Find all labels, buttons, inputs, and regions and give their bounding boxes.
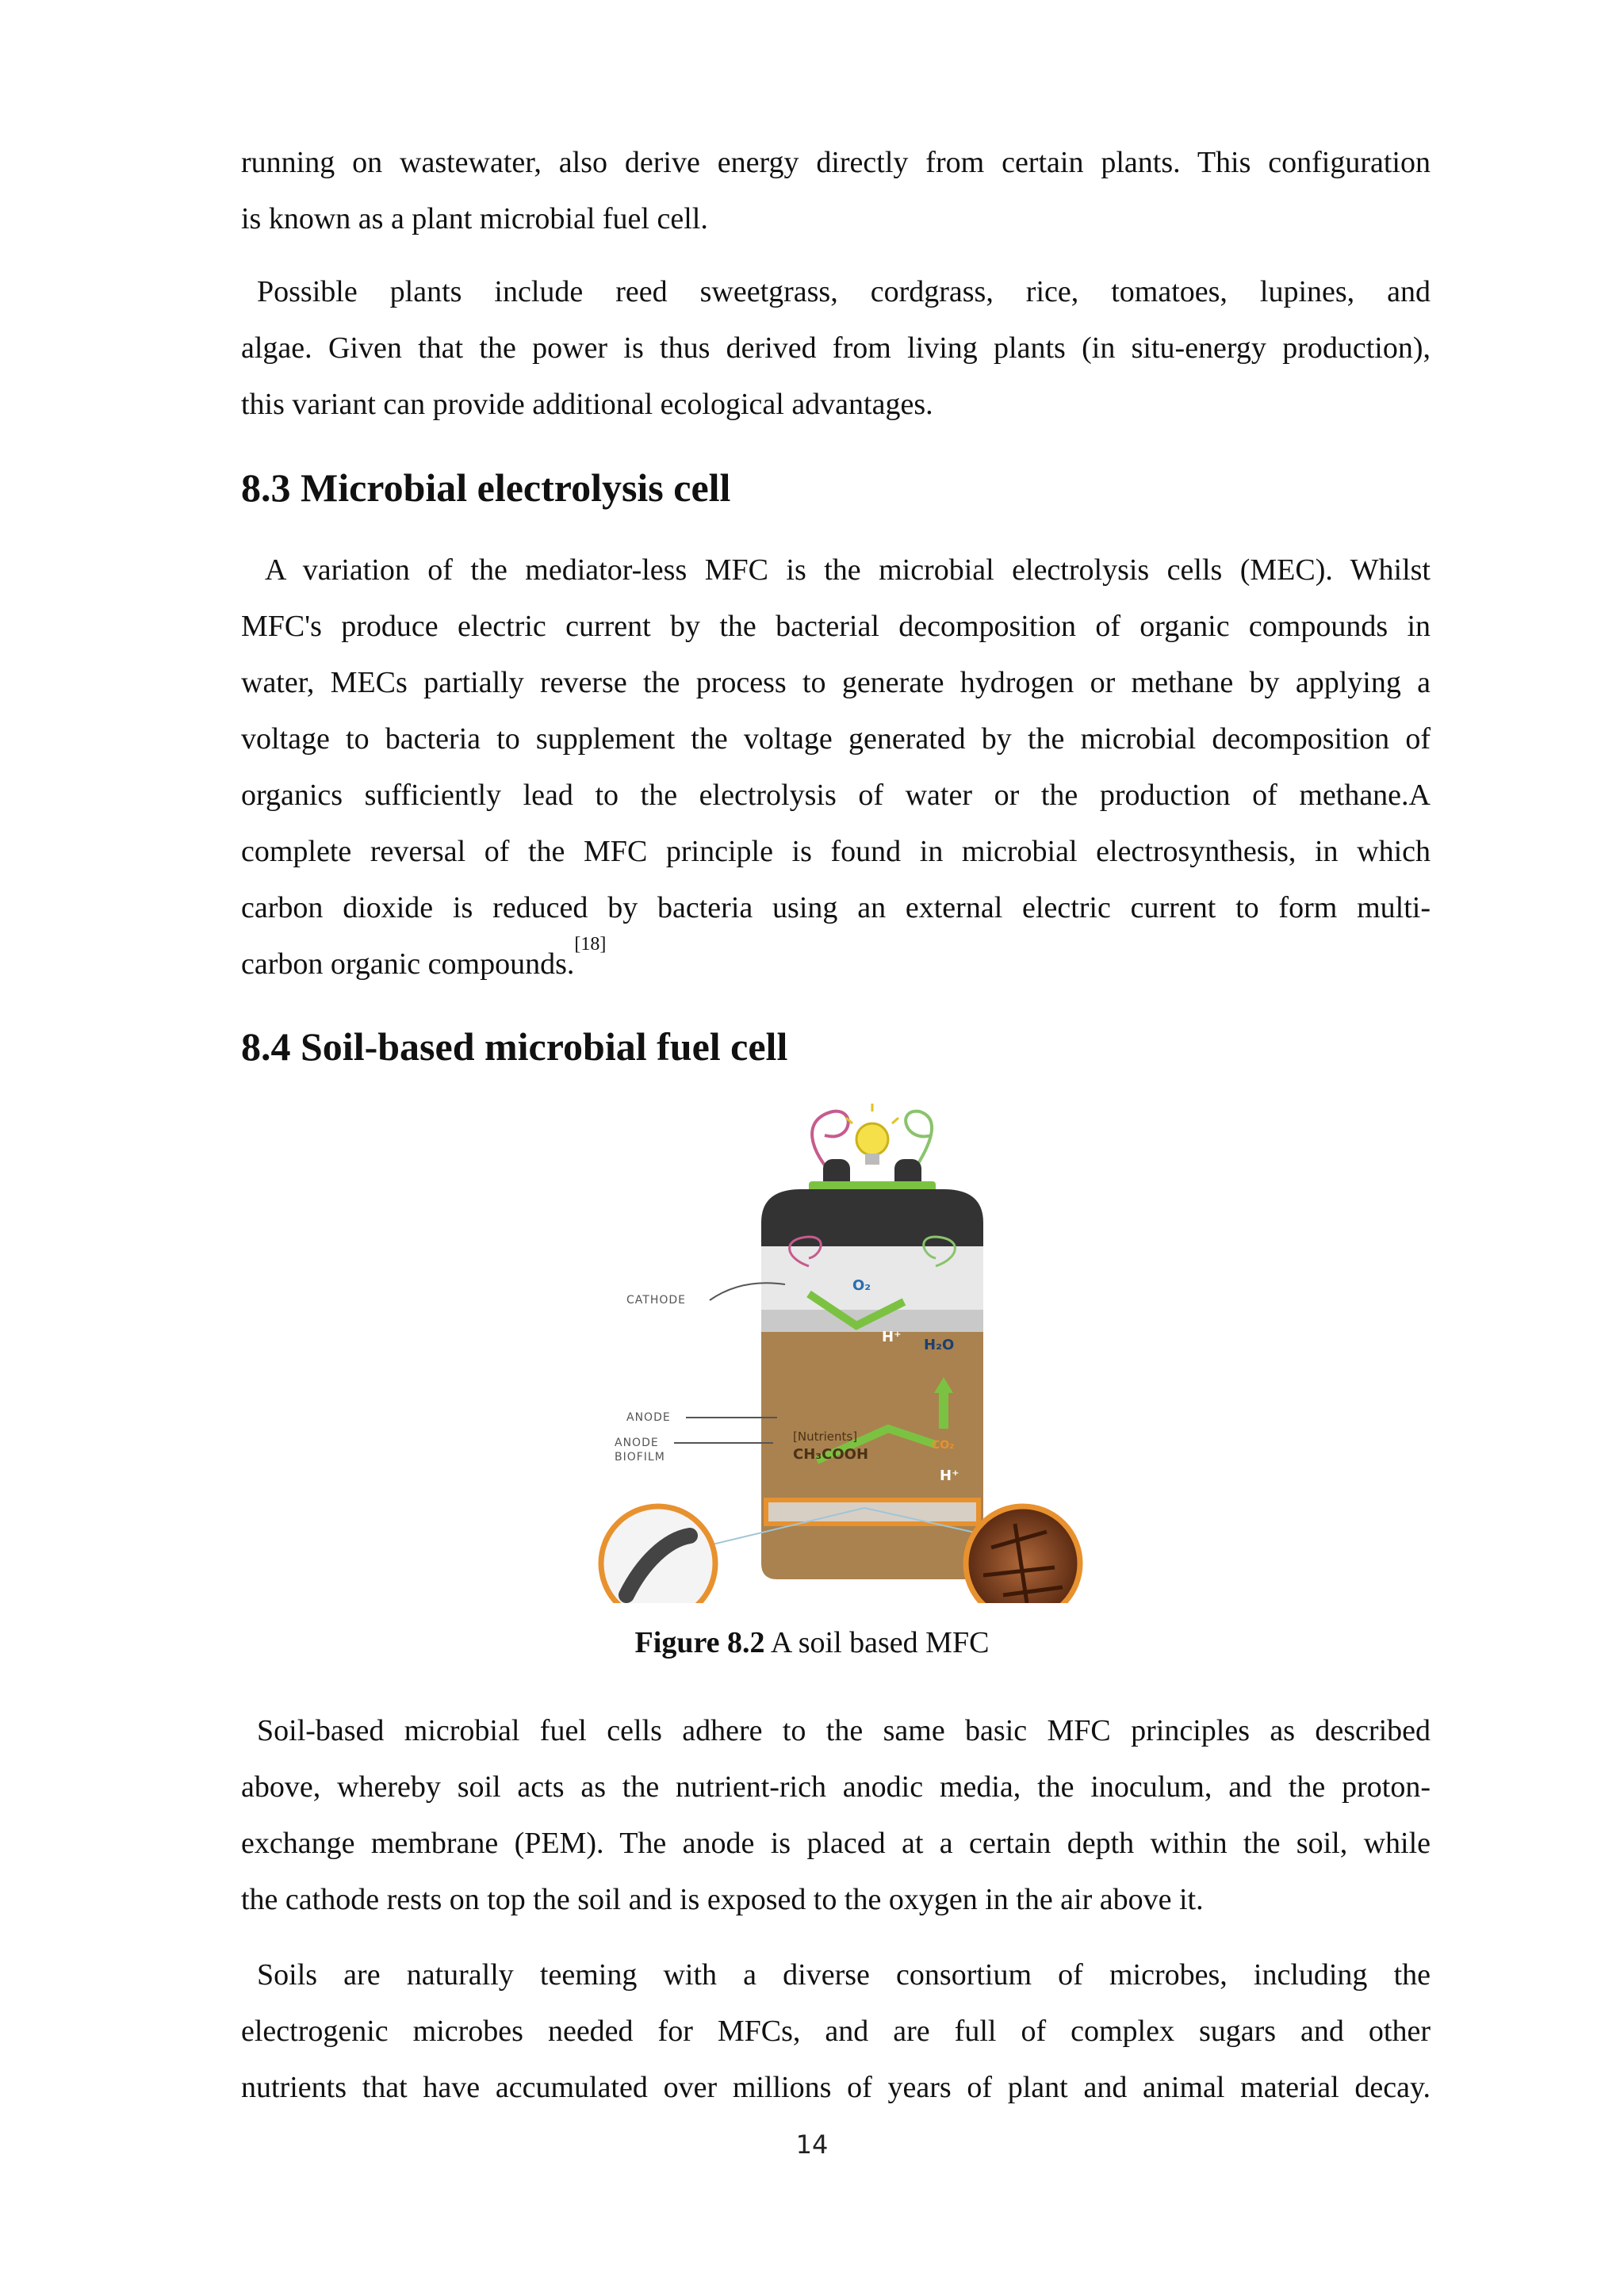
zoom-circle-left [601, 1506, 715, 1603]
paragraph-plant-mfc [241, 135, 1431, 247]
paragraph-soil-mfc-principles [241, 1703, 1431, 1928]
text-line: nutrients that have accumulated over millions of years of plant and animal material decay. [241, 2071, 1431, 2104]
text-line: electrogenic microbes needed for MFCs, and are full of complex sugars and other [241, 2015, 1431, 2048]
label-anode: ANODE [626, 1411, 671, 1424]
soil-mfc-figure [571, 1088, 1110, 1603]
paragraph-soil-microbes [241, 1947, 1431, 2116]
text-line: exchange membrane (PEM). The anode is placed at a certain depth within the soil, while [241, 1827, 1431, 1860]
label-co2: CO₂ [932, 1439, 955, 1452]
text-line [241, 936, 1431, 993]
text-line: above, whereby soil acts as the nutrient-rich anodic media, the inoculum, and the proton- [241, 1770, 1431, 1804]
caption-text: A soil based MFC [764, 1626, 990, 1659]
text-line: is known as a plant microbial fuel cell. [241, 202, 708, 235]
text-line: Soil-based microbial fuel cells adhere to the same basic MFC principles as described [257, 1714, 1431, 1747]
figure-caption [0, 1625, 1624, 1660]
text-line: algae. Given that the power is thus derived from living plants (in situ-energy production), [241, 331, 1431, 365]
battery-cap [761, 1189, 983, 1246]
label-nutrients: [Nutrients] [793, 1429, 858, 1444]
text-line: MFC's produce electric current by the bacterial decomposition of organic compounds in [241, 610, 1431, 643]
section-heading-8-4: 8.4 Soil-based microbial fuel cell [241, 1024, 788, 1069]
label-anode-biofilm-2: BIOFILM [615, 1451, 665, 1464]
text-line: A variation of the mediator-less MFC is the microbial electrolysis cells (MEC). Whilst [265, 553, 1431, 587]
citation: [18] [574, 934, 607, 955]
text-line: Possible plants include reed sweetgrass, cordgrass, rice, tomatoes, lupines, and [257, 275, 1431, 308]
zoom-circle-right [966, 1506, 1080, 1603]
label-h-plus-2: H⁺ [940, 1468, 959, 1484]
label-acetate: CH₃COOH [793, 1446, 869, 1463]
caption-label: Figure 8.2 [634, 1626, 765, 1659]
label-anode-biofilm-1: ANODE [615, 1437, 659, 1449]
light-bulb-icon [846, 1104, 898, 1165]
text-line: water, MECs partially reverse the process to generate hydrogen or methane by applying a [241, 666, 1431, 699]
label-cathode: CATHODE [626, 1294, 686, 1307]
anode-plate [766, 1500, 979, 1524]
label-water: H₂O [924, 1337, 955, 1353]
paragraph-microbial-electrolysis [241, 542, 1431, 993]
text-line: Soils are naturally teeming with a diverse consortium of microbes, including the [257, 1958, 1431, 1992]
text-line: running on wastewater, also derive energy directly from certain plants. This configuration [241, 146, 1431, 179]
page-number: 14 [795, 2130, 829, 2160]
text-line: organics sufficiently lead to the electrolysis of water or the production of methane.A [241, 779, 1431, 812]
text-line: carbon dioxide is reduced by bacteria using an external electric current to form multi- [241, 891, 1431, 924]
section-heading-8-3: 8.3 Microbial electrolysis cell [241, 465, 731, 510]
text-line-content: carbon organic compounds. [241, 947, 575, 981]
text-line: voltage to bacteria to supplement the voltage generated by the microbial decomposition of [241, 722, 1431, 756]
paragraph-possible-plants [241, 264, 1431, 433]
label-h-plus: H⁺ [882, 1329, 902, 1345]
text-line: this variant can provide additional ecological advantages. [241, 388, 933, 421]
label-o2: O₂ [852, 1277, 871, 1294]
text-line: the cathode rests on top the soil and is exposed to the oxygen in the air above it. [241, 1883, 1204, 1916]
text-line: complete reversal of the MFC principle is found in microbial electrosynthesis, in which [241, 835, 1431, 868]
